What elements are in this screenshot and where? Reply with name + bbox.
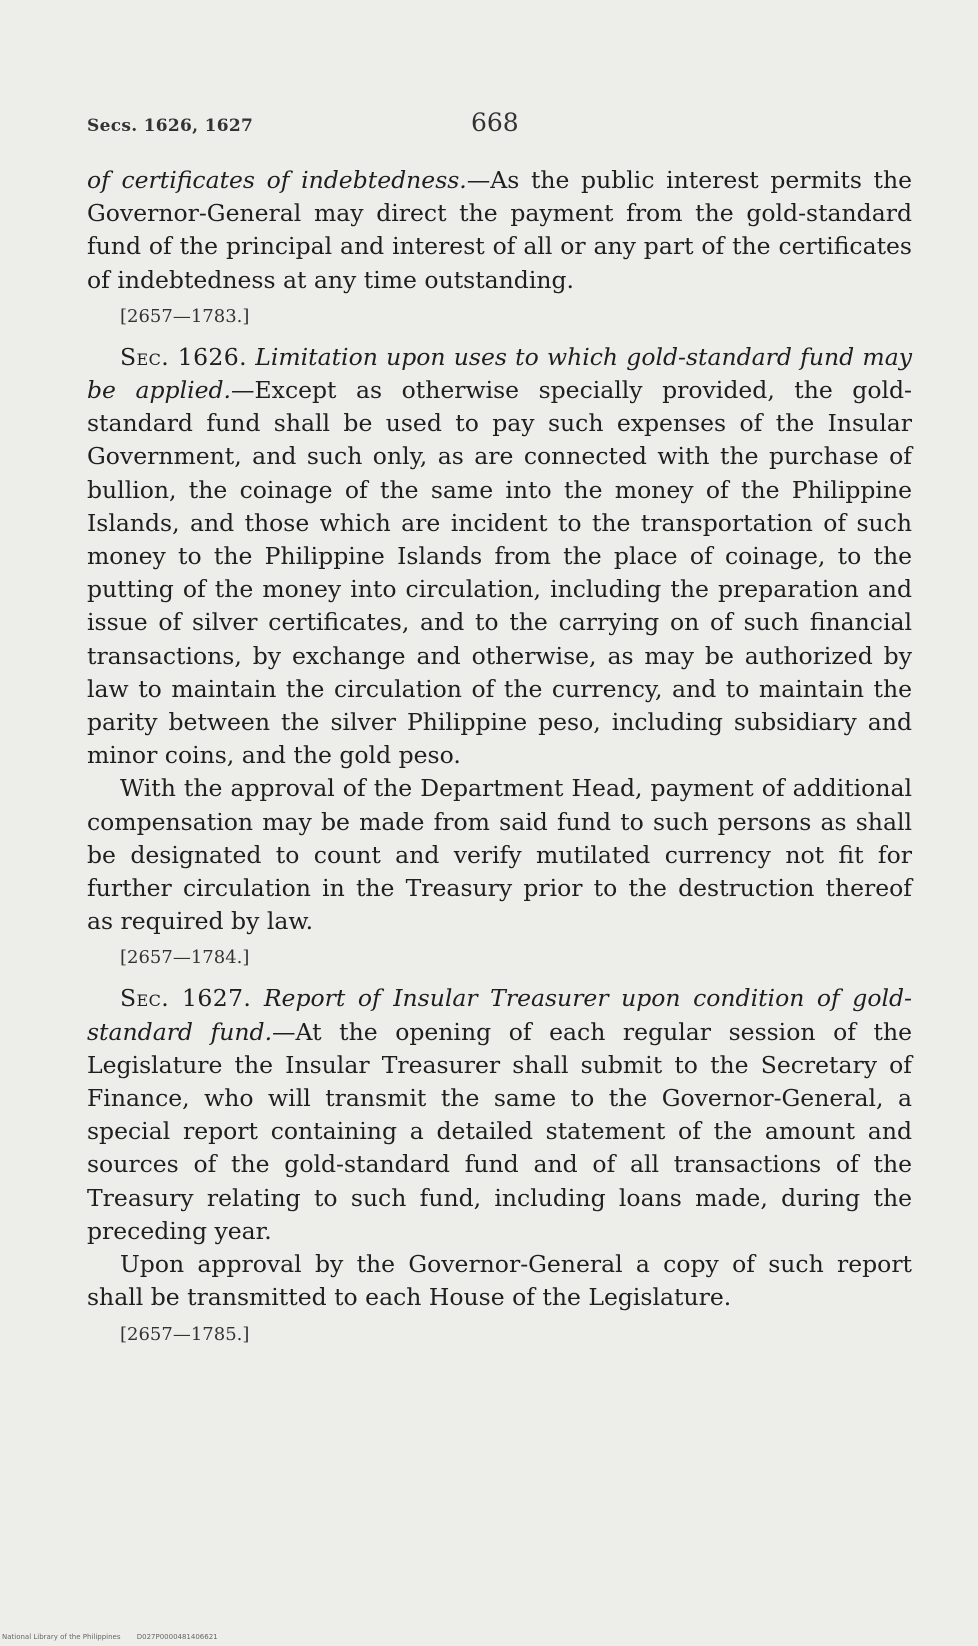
reference-citation: [2657—1783.]	[120, 305, 250, 327]
running-head-sections: Secs. 1626, 1627	[87, 116, 254, 136]
scan-code: D027P0000481406621	[136, 1633, 218, 1641]
page-header	[87, 108, 912, 148]
section-1627-label: Sec. 1627.	[120, 984, 252, 1013]
reference-citation: [2657—1784.]	[120, 947, 250, 969]
section-1626-paragraph-2: With the approval of the Department Head, payment of additional compensation may be made from said fund to such persons as shall be designated to count and verify mutilated currency not fit for further circulation in the Treasury prior to the destruction thereof as required by law.	[87, 774, 912, 936]
section-1626-text: —Except as otherwise specially provided, the gold-standard fund shall be used to pay such expenses of the Insular Government, and such only, as are connected with the purchase of bullion, the coinage of the same into the money of the Philippine Islands, and those which are incident to the transportation of such money to the Philippine Islands from the place of coinage, to the putting of the money into circulation, including the preparation and issue of silver certificates, and to the carrying on of such financial transactions, by exchange and otherwise, as may be authorized by law to maintain the circulation of the currency, and to maintain the parity between the silver Philippine peso, including subsidiary and minor coins, and the gold peso.	[87, 376, 912, 770]
section-1627-paragraph	[87, 982, 912, 1248]
section-1627-heading: Report of Insular Treasurer upon condition of gold-standard fund.	[87, 984, 912, 1046]
section-1626-paragraph	[87, 341, 912, 773]
section-1627-paragraph-2: Upon approval by the Governor-General a copy of such report shall be transmitted to each House of the Legislature.	[87, 1250, 912, 1312]
page-body	[87, 164, 912, 1359]
library-name: National Library of the Philippines	[2, 1633, 121, 1641]
carryover-text: —As the public interest permits the Governor-General may direct the payment from the gold-standard fund of the principal and interest of all or any part of the certificates of indebtedness at any time outstanding.	[87, 166, 912, 294]
carryover-paragraph	[87, 164, 912, 297]
section-1626-heading: Limitation upon uses to which gold-standard fund may be applied.	[87, 342, 912, 405]
carryover-heading: of certificates of indebtedness.	[87, 166, 467, 194]
section-1627-text: —At the opening of each regular session of the Legislature the Insular Treasurer shall submit to the Secretary of Finance, who will transmit the same to the Governor-General, a special report containing a detailed statement of the amount and sources of the gold-standard fund and of all transactions of the Treasury relating to such fund, including loans made, during the preceding year.	[87, 1017, 912, 1245]
reference-citation: [2657—1785.]	[120, 1323, 250, 1345]
scan-footer	[2, 1633, 232, 1641]
section-1626-label: Sec. 1626.	[120, 342, 247, 371]
page-number: 668	[471, 108, 519, 137]
